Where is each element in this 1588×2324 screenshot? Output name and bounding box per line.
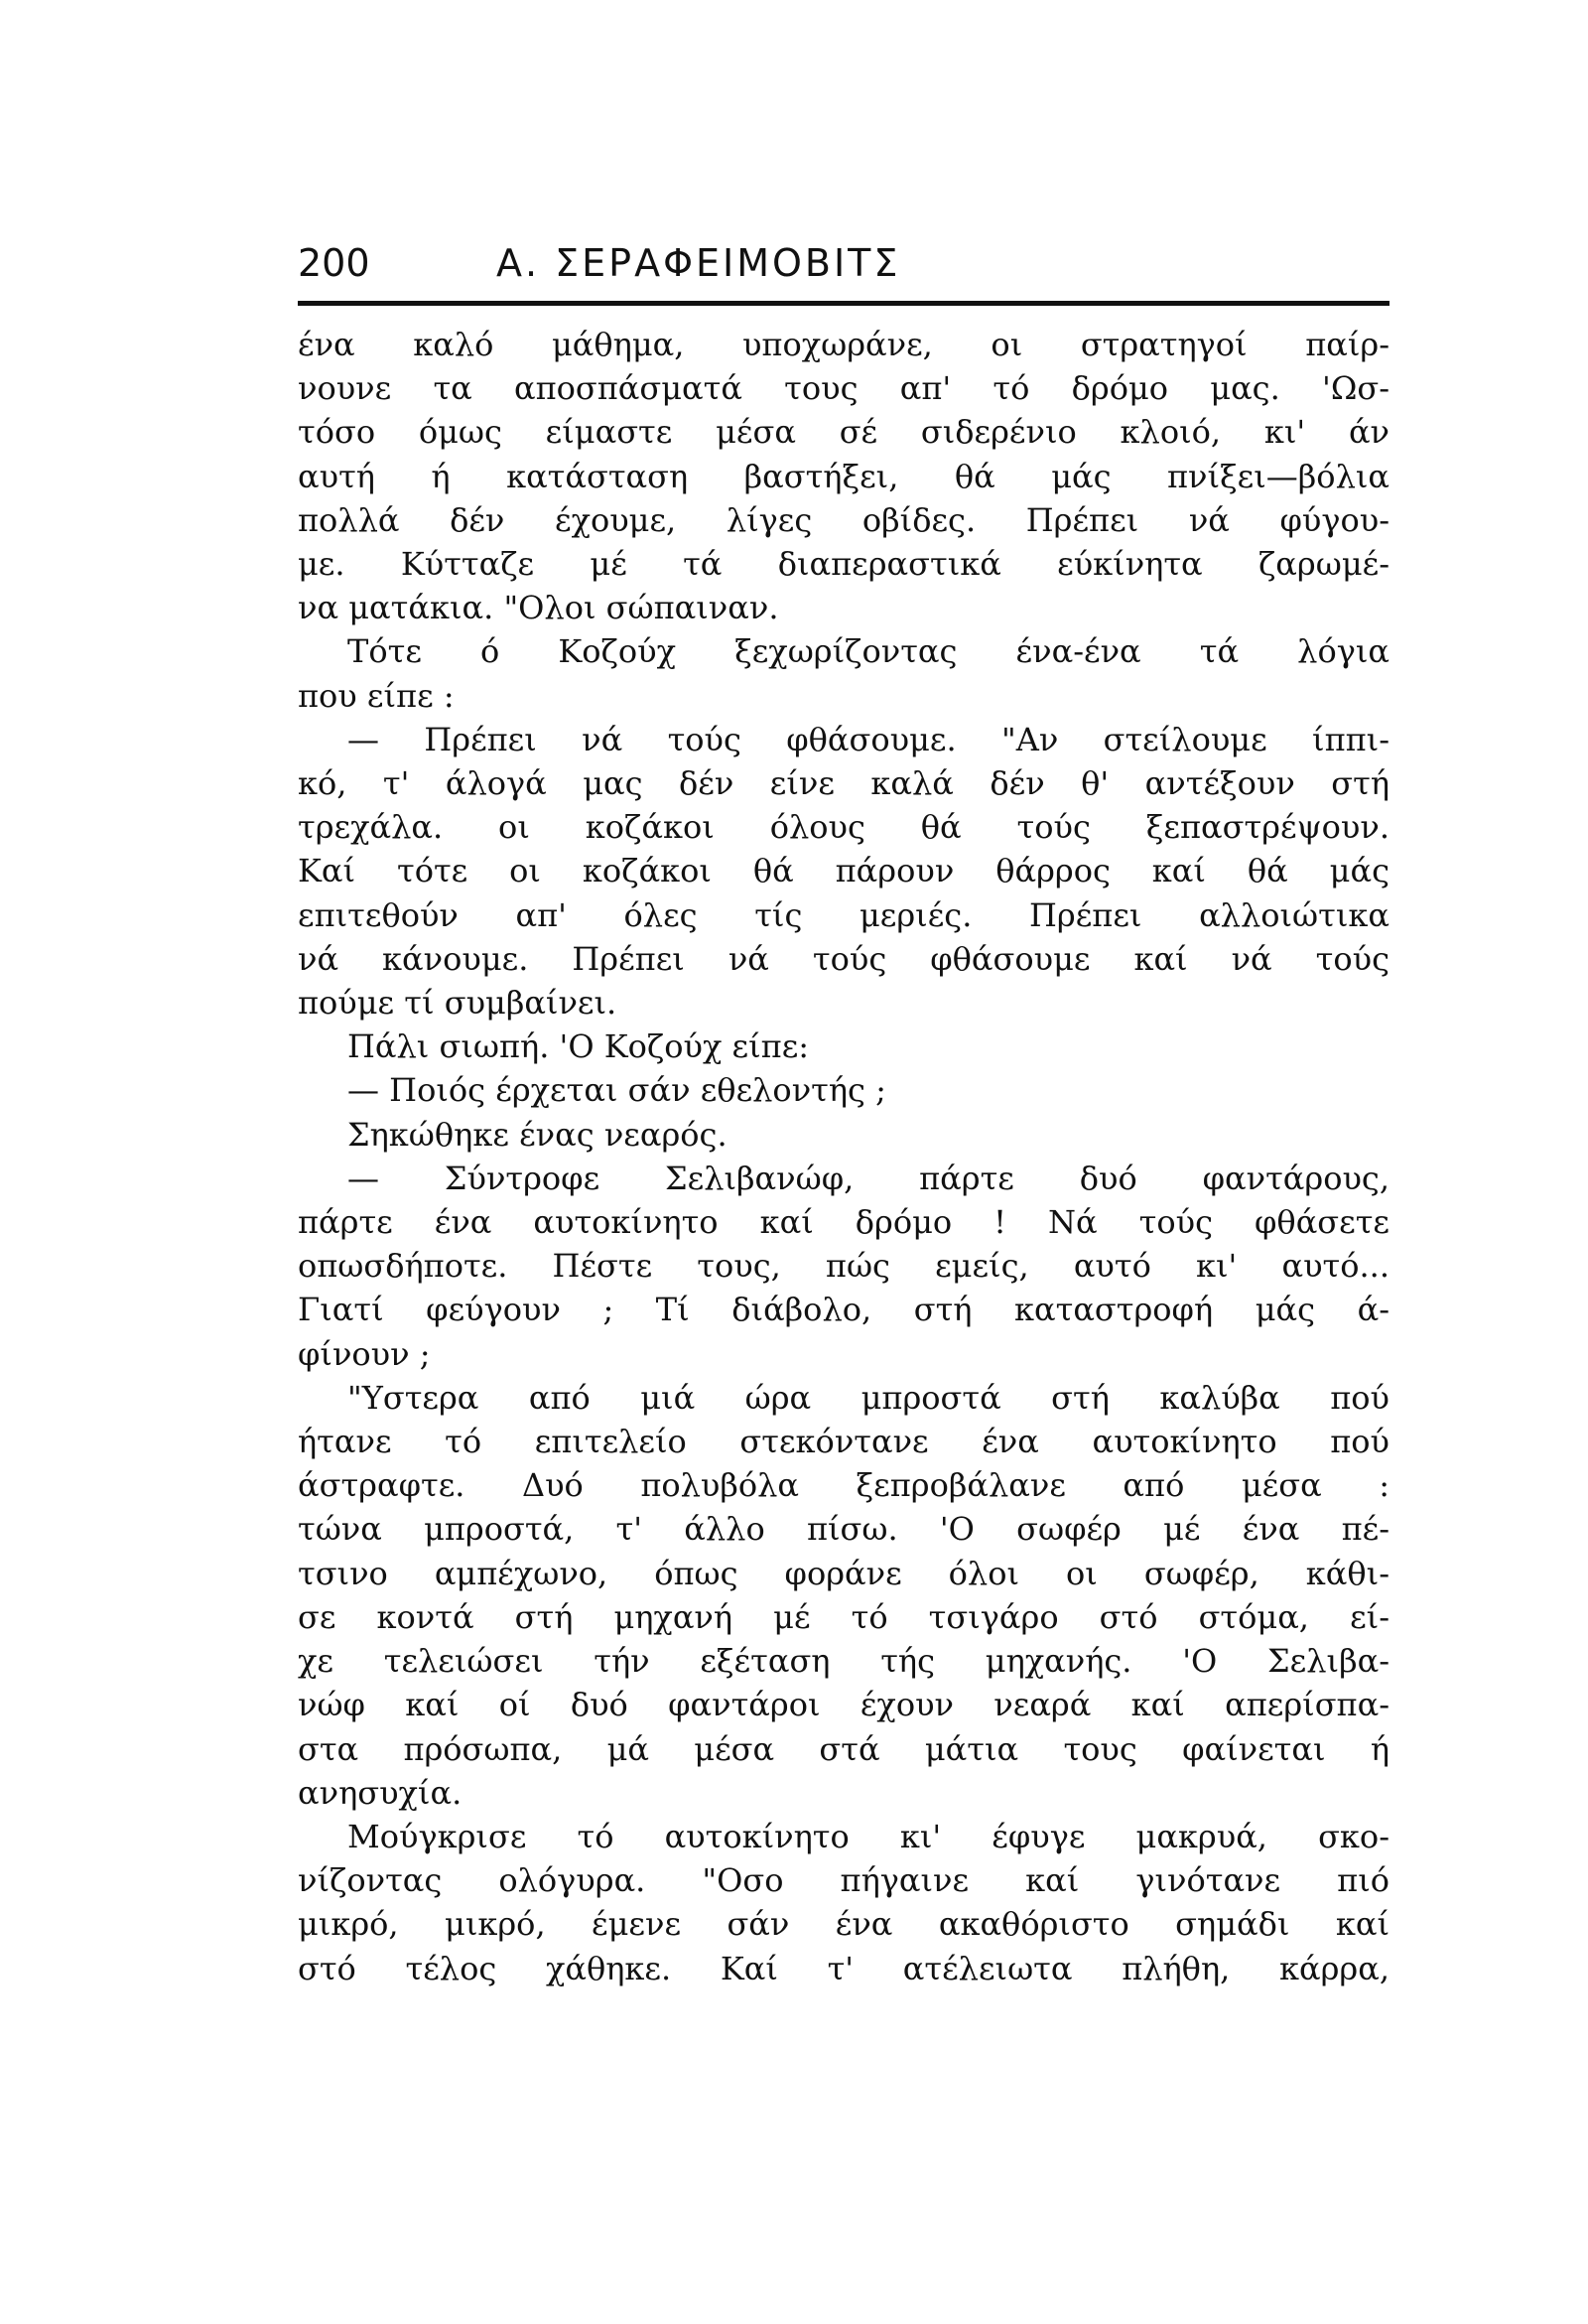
text-line: αυτή ή κατάσταση βαστήξει, θά μάς πνίξει—βόλια [298, 457, 1390, 495]
text-line: — Ποιός έρχεται σάν εθελοντής ; [347, 1071, 886, 1110]
text-line: φίνουν ; [298, 1334, 431, 1373]
text-line: άστραφτε. Δυό πολυβόλα ξεπροβάλανε από μέσα : [298, 1466, 1390, 1505]
text-line: μικρό, μικρό, έμενε σάν ένα ακαθόριστο σημάδι καί [298, 1905, 1390, 1944]
text-line: Μούγκρισε τό αυτοκίνητο κι' έφυγε μακρυά, σκο- [347, 1817, 1390, 1855]
text-line: χε τελειώσει τήν εξέταση τής μηχανής. 'Ο Σελιβα- [298, 1642, 1390, 1681]
text-line: κό, τ' άλογά μας δέν είνε καλά δέν θ' αντέξουν στή [298, 764, 1390, 803]
text-line: νίζοντας ολόγυρα. "Οσο πήγαινε καί γινότανε πιό [298, 1861, 1390, 1900]
text-line: τόσο όμως είμαστε μέσα σέ σιδερένιο κλοιό, κι' άν [298, 413, 1390, 452]
text-line: νά κάνουμε. Πρέπει νά τούς φθάσουμε καί νά τούς [298, 939, 1390, 978]
text-line: — Πρέπει νά τούς φθάσουμε. "Αν στείλουμε ίππι- [347, 720, 1390, 758]
text-line: πολλά δέν έχουμε, λίγες οβίδες. Πρέπει νά φύγου- [298, 500, 1390, 539]
page-number: 200 [298, 241, 370, 285]
text-line: στα πρόσωπα, μά μέσα στά μάτια τους φαίνεται ή [298, 1729, 1390, 1768]
text-line: πάρτε ένα αυτοκίνητο καί δρόμο ! Νά τούς φθάσετε [298, 1203, 1390, 1242]
text-line: που είπε : [298, 676, 455, 715]
text-line: σε κοντά στή μηχανή μέ τό τσιγάρο στό στόμα, εί- [298, 1597, 1390, 1636]
text-line: "Υστερα από μιά ώρα μπροστά στή καλύβα πού [347, 1378, 1390, 1417]
text-line: τρεχάλα. οι κοζάκοι όλους θά τούς ξεπαστρέψουν. [298, 808, 1390, 847]
text-line: τσινο αμπέχωνο, όπως φοράνε όλοι οι σωφέρ, κάθι- [298, 1554, 1390, 1592]
text-line: ένα καλό μάθημα, υποχωράνε, οι στρατηγοί παίρ- [298, 326, 1390, 363]
page-header [298, 238, 1390, 298]
text-line: ήτανε τό επιτελείο στεκόντανε ένα αυτοκίνητο πού [298, 1423, 1390, 1461]
running-head: Α. ΣΕΡΑΦΕΙΜΟΒΙΤΣ [496, 241, 901, 285]
text-line: τώνα μπροστά, τ' άλλο πίσω. 'Ο σωφέρ μέ ένα πέ- [298, 1510, 1390, 1549]
text-line: πούμε τί συμβαίνει. [298, 984, 617, 1023]
text-line: με. Κύτταζε μέ τά διαπεραστικά εύκίνητα ζαρωμέ- [298, 545, 1390, 584]
text-line: επιτεθούν απ' όλες τίς μεριές. Πρέπει αλλοιώτικα [298, 895, 1390, 934]
text-line: οπωσδήποτε. Πέστε τους, πώς εμείς, αυτό κι' αυτό... [298, 1247, 1390, 1286]
text-line: να ματάκια. "Ολοι σώπαιναν. [298, 589, 779, 627]
text-line: Πάλι σιωπή. 'Ο Κοζούχ είπε: [347, 1027, 810, 1066]
text-line: — Σύντροφε Σελιβανώφ, πάρτε δυό φαντάρους, [347, 1159, 1390, 1197]
text-line: Σηκώθηκε ένας νεαρός. [347, 1115, 728, 1154]
text-line: Γιατί φεύγουν ; Τί διάβολο, στή καταστροφή μάς ά- [298, 1291, 1390, 1329]
text-body [298, 323, 1390, 1990]
text-line: ανησυχία. [298, 1773, 463, 1812]
text-line: Καί τότε οι κοζάκοι θά πάρουν θάρρος καί θά μάς [298, 852, 1390, 890]
text-line: νουνε τα αποσπάσματά τους απ' τό δρόμο μας. 'Ωσ- [298, 369, 1390, 408]
text-line: νώφ καί οί δυό φαντάροι έχουν νεαρά καί απερίσπα- [298, 1686, 1390, 1724]
header-rule [298, 301, 1390, 306]
text-line: στό τέλος χάθηκε. Καί τ' ατέλειωτα πλήθη, κάρρα, [298, 1949, 1390, 1987]
text-line: Τότε ό Κοζούχ ξεχωρίζοντας ένα-ένα τά λόγια [347, 632, 1390, 671]
